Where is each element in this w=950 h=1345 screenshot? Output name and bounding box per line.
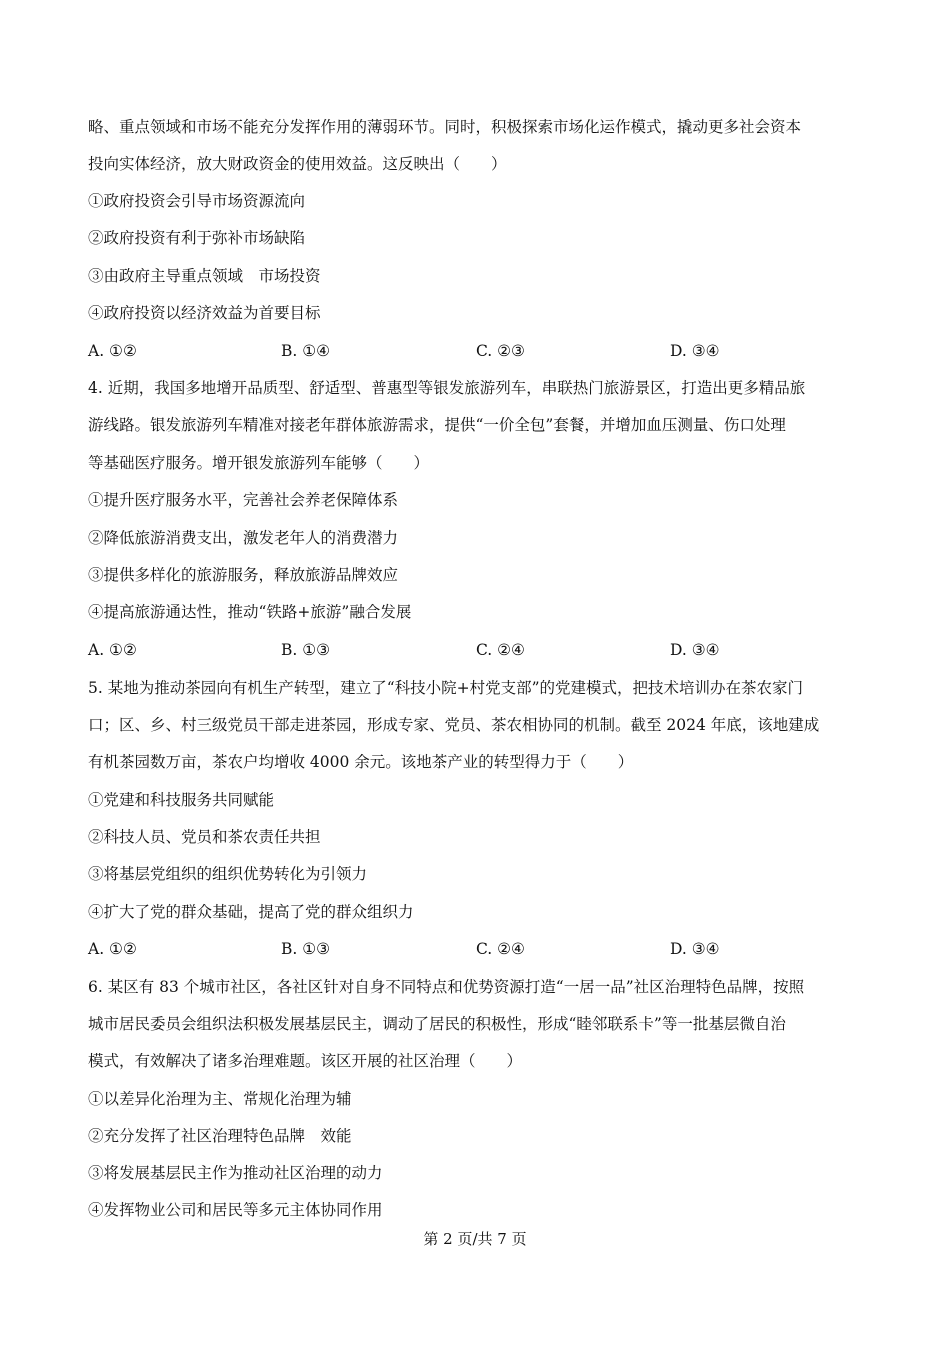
question-5-text-line-3: 有机茶园数万亩，茶农户均增收 4000 余元。该地茶产业的转型得力于（ ） xyxy=(88,753,634,771)
question-4-text-line-3: 等基础医疗服务。增开银发旅游列车能够（ ） xyxy=(88,454,430,472)
question-3-item-3: ③由政府主导重点领域 市场投资 xyxy=(88,267,321,285)
option-a: A. ①② xyxy=(88,641,137,659)
question-5-item-1: ①党建和科技服务共同赋能 xyxy=(88,791,275,809)
question-6-item-4: ④发挥物业公司和居民等多元主体协同作用 xyxy=(88,1201,383,1219)
option-d: D. ③④ xyxy=(670,940,720,958)
option-a: A. ①② xyxy=(88,940,137,958)
option-c: C. ②④ xyxy=(476,940,525,958)
question-5-text-line-2: 口；区、乡、村三级党员干部走进茶园，形成专家、党员、茶农相协同的机制。截至 2024 年底，该地建成 xyxy=(88,716,820,734)
question-4-options xyxy=(88,640,848,660)
question-4-item-2: ②降低旅游消费支出，激发老年人的消费潜力 xyxy=(88,529,399,547)
question-5-item-4: ④扩大了党的群众基础，提高了党的群众组织力 xyxy=(88,903,414,921)
question-5-item-2: ②科技人员、党员和茶农责任共担 xyxy=(88,828,321,846)
question-3-options xyxy=(88,341,848,361)
option-c: C. ②④ xyxy=(476,641,525,659)
question-3-item-1: ①政府投资会引导市场资源流向 xyxy=(88,192,306,210)
option-b: B. ①③ xyxy=(281,940,331,958)
question-6-item-3: ③将发展基层民主作为推动社区治理的动力 xyxy=(88,1164,383,1182)
option-b: B. ①③ xyxy=(281,641,331,659)
option-c: C. ②③ xyxy=(476,342,525,360)
question-6-text-line-1: 6. 某区有 83 个城市社区，各社区针对自身不同特点和优势资源打造“一居一品”社区治理特色品牌，按照 xyxy=(88,978,805,996)
option-a: A. ①② xyxy=(88,342,137,360)
question-4-item-1: ①提升医疗服务水平，完善社会养老保障体系 xyxy=(88,491,399,509)
question-5-options xyxy=(88,939,848,959)
question-4-item-3: ③提供多样化的旅游服务，释放旅游品牌效应 xyxy=(88,566,399,584)
option-b: B. ①④ xyxy=(281,342,331,360)
option-d: D. ③④ xyxy=(670,342,720,360)
question-6-text-line-3: 模式，有效解决了诸多治理难题。该区开展的社区治理（ ） xyxy=(88,1052,523,1070)
question-5-item-3: ③将基层党组织的组织优势转化为引领力 xyxy=(88,865,368,883)
option-d: D. ③④ xyxy=(670,641,720,659)
question-3-text-line-2: 投向实体经济，放大财政资金的使用效益。这反映出（ ） xyxy=(88,155,507,173)
page-number-footer: 第 2 页/共 7 页 xyxy=(423,1230,527,1248)
question-6-item-1: ①以差异化治理为主、常规化治理为辅 xyxy=(88,1090,352,1108)
question-6-text-line-2: 城市居民委员会组织法积极发展基层民主，调动了居民的积极性，形成“睦邻联系卡”等一批基层微自治 xyxy=(88,1015,786,1033)
question-4-text-line-2: 游线路。银发旅游列车精准对接老年群体旅游需求，提供“一价全包”套餐，并增加血压测量、伤口处理 xyxy=(88,416,786,434)
question-3-item-4: ④政府投资以经济效益为首要目标 xyxy=(88,304,321,322)
question-5-text-line-1: 5. 某地为推动茶园向有机生产转型，建立了“科技小院+村党支部”的党建模式，把技术培训办在茶农家门 xyxy=(88,679,804,697)
question-3-text-line-1: 略、重点领域和市场不能充分发挥作用的薄弱环节。同时，积极探索市场化运作模式，撬动更多社会资本 xyxy=(88,118,802,136)
question-3-item-2: ②政府投资有利于弥补市场缺陷 xyxy=(88,229,306,247)
question-4-item-4: ④提高旅游通达性，推动“铁路+旅游”融合发展 xyxy=(88,603,412,621)
question-4-text-line-1: 4. 近期，我国多地增开品质型、舒适型、普惠型等银发旅游列车，串联热门旅游景区，打造出更多精品旅 xyxy=(88,379,806,397)
question-6-item-2: ②充分发挥了社区治理特色品牌 效能 xyxy=(88,1127,352,1145)
